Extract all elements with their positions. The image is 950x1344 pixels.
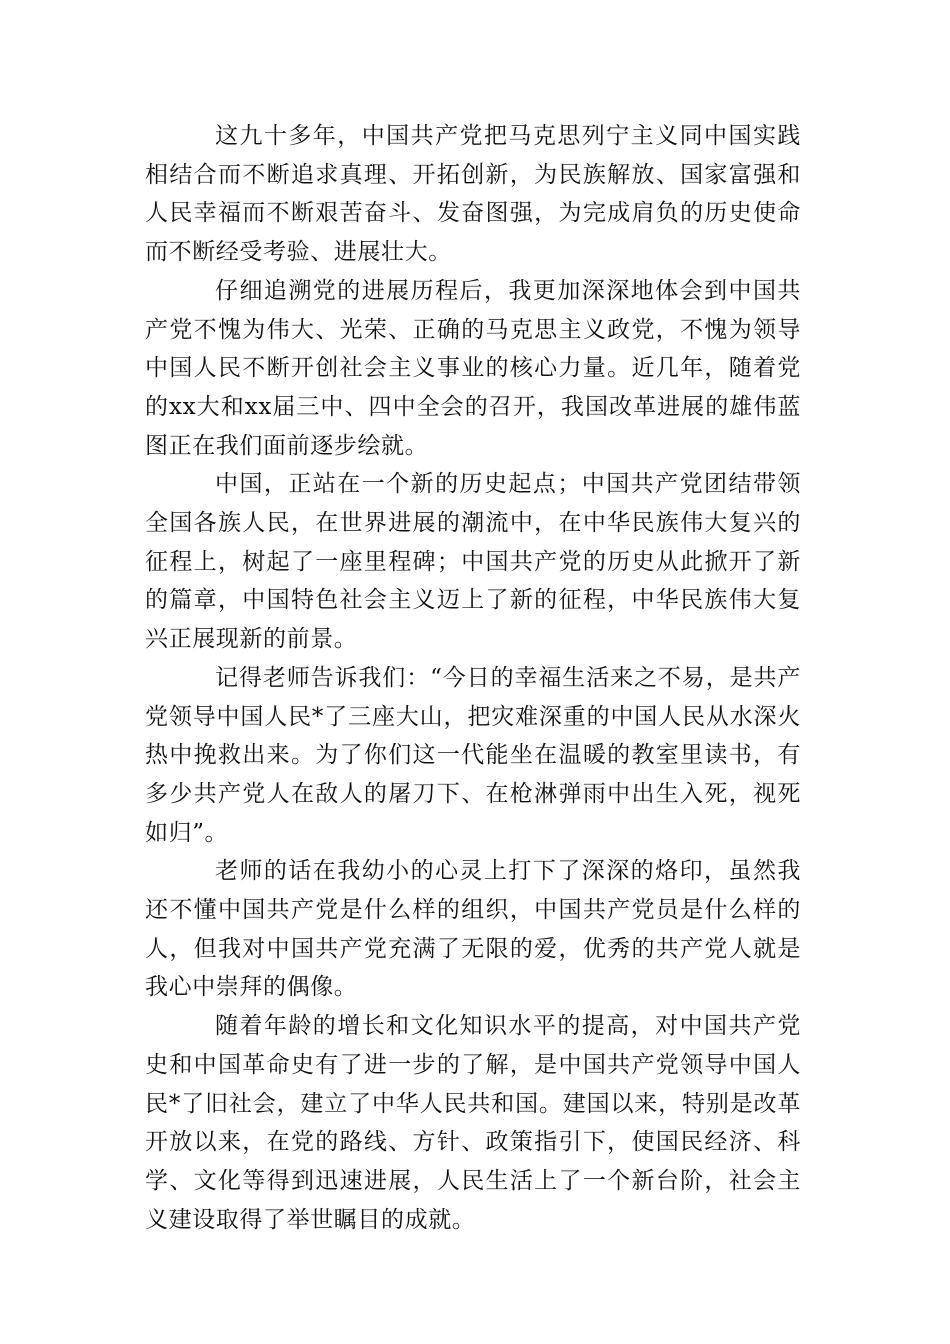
paragraph-4: 记得老师告诉我们：“今日的幸福生活来之不易，是共产党领导中国人民*了三座大山，把灾难深重的中国人民从水深火热中挽救出来。为了你们这一代能坐在温暖的教室里读书，有多少共产党人在敌人的屠刀下、在枪淋弹雨中出生入死，视死如归”。 xyxy=(145,664,801,846)
paragraph-2: 仔细追溯党的进展历程后，我更加深深地体会到中国共产党不愧为伟大、光荣、正确的马克思主义政党，不愧为领导中国人民不断开创社会主义事业的核心力量。近几年，随着党的xx大和xx届三中、四中全会的召开，我国改革进展的雄伟蓝图正在我们面前逐步绘就。 xyxy=(145,277,801,459)
paragraph-5: 老师的话在我幼小的心灵上打下了深深的烙印，虽然我还不懂中国共产党是什么样的组织，中国共产党员是什么样的人，但我对中国共产党充满了无限的爱，优秀的共产党人就是我心中崇拜的偶像。 xyxy=(145,858,801,1001)
paragraph-3: 中国，正站在一个新的历史起点；中国共产党团结带领全国各族人民，在世界进展的潮流中，在中华民族伟大复兴的征程上，树起了一座里程碑；中国共产党的历史从此掀开了新的篇章，中国特色社会主义迈上了新的征程，中华民族伟大复兴正展现新的前景。 xyxy=(145,471,801,653)
paragraph-6: 随着年龄的增长和文化知识水平的提高，对中国共产党史和中国革命史有了进一步的了解，是中国共产党领导中国人民*了旧社会，建立了中华人民共和国。建国以来，特别是改革开放以来，在党的路线、方针、政策指引下，使国民经济、科学、文化等得到迅速进展，人民生活上了一个新台阶，社会主义建设取得了举世瞩目的成就。 xyxy=(145,1013,801,1233)
document-page xyxy=(145,117,801,1239)
paragraph-1: 这九十多年，中国共产党把马克思列宁主义同中国实践相结合而不断追求真理、开拓创新，为民族解放、国家富强和人民幸福而不断艰苦奋斗、发奋图强，为完成肩负的历史使命而不断经受考验、进展壮大。 xyxy=(145,123,801,266)
